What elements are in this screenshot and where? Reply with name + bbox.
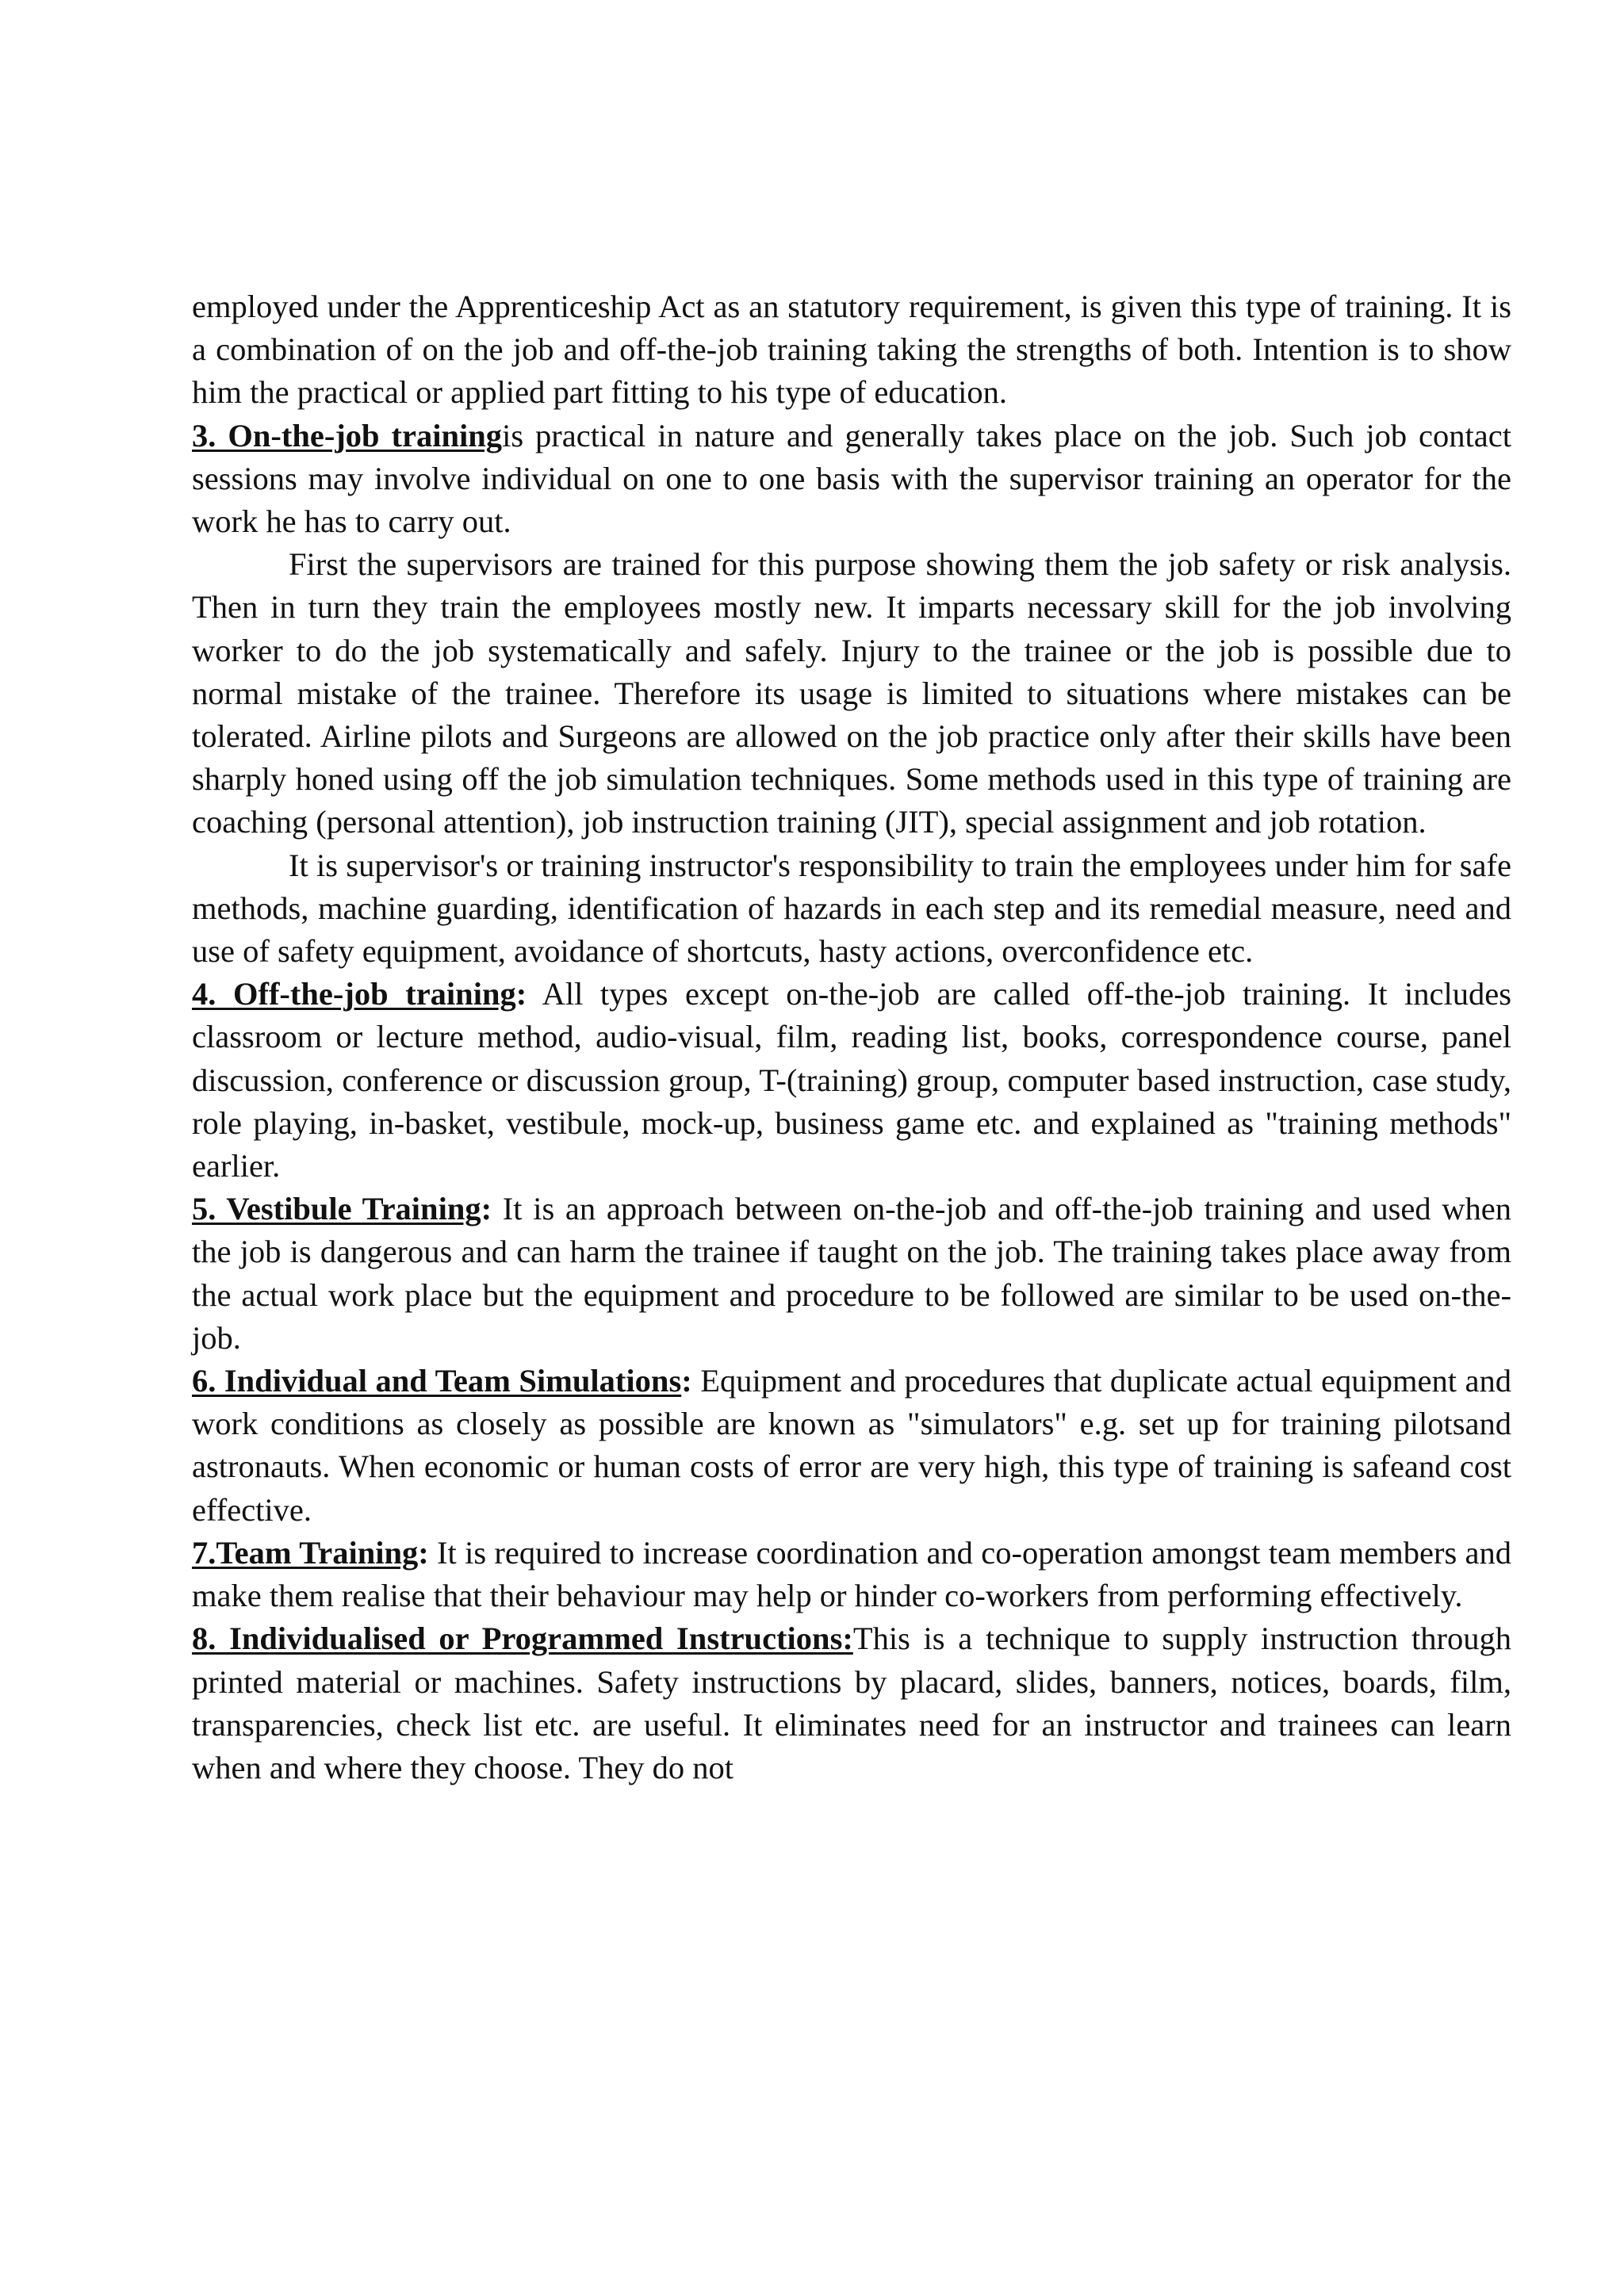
section-4-paragraph xyxy=(192,973,1511,1188)
document-page xyxy=(192,285,1511,1789)
intro-paragraph: employed under the Apprenticeship Act as an statutory requirement, is given this type of training. It is a combination of on the job and off-the-job training taking the strengths of both. Intention is to show him the practical or applied part fitting to his type of education. xyxy=(192,289,1511,411)
section-5-colon: : xyxy=(481,1191,492,1227)
section-3-heading: 3. On-the-job training xyxy=(192,417,503,453)
section-5-heading: 5. Vestibule Training xyxy=(192,1191,481,1227)
section-4-colon: : xyxy=(515,976,527,1012)
section-4-heading: 4. Off-the-job training xyxy=(192,976,516,1012)
section-7-heading: 7.Team Training xyxy=(192,1534,419,1571)
section-7-text: It is required to increase coordination and co-operation amongst team members and make them realise that their behaviour may help or hinder co-workers from performing effectively. xyxy=(192,1534,1511,1614)
section-8-heading: 8. Individualised or Programmed Instructions: xyxy=(192,1621,853,1657)
section-8-paragraph xyxy=(192,1617,1511,1789)
section-6-heading: 6. Individual and Team Simulations xyxy=(192,1363,682,1399)
section-3-text: is practical in nature and generally takes place on the job. Such job contact sessions may involve individual on one to one basis with the supervisor training an operator for the work he has to carry out. xyxy=(192,417,1511,540)
section-3-paragraph xyxy=(192,415,1511,544)
section-3-paragraph-3: It is supervisor's or training instructor's responsibility to train the employees under him for safe methods, machine guarding, identification of hazards in each step and its remedial measure, need and use of safety equipment, avoidance of shortcuts, hasty actions, overconfidence etc. xyxy=(192,847,1511,970)
section-5-paragraph xyxy=(192,1188,1511,1360)
section-3-paragraph-2: First the supervisors are trained for this purpose showing them the job safety or risk analysis. Then in turn they train the employees mostly new. It imparts necessary skill for the job involving worker to do the job systematically and safely. Injury to the trainee or the job is possible due to normal mistake of the trainee. Therefore its usage is limited to situations where mistakes can be tolerated. Airline pilots and Surgeons are allowed on the job practice only after their skills have been sharply honed using off the job simulation techniques. Some methods used in this type of training are coaching (personal attention), job instruction training (JIT), special assignment and job rotation. xyxy=(192,546,1511,840)
section-5-text: It is an approach between on-the-job and off-the-job training and used when the job is dangerous and can harm the trainee if taught on the job. The training takes place away from the actual work place but the equipment and procedure to be followed are similar to be used on-the-job. xyxy=(192,1191,1511,1356)
section-4-text: All types except on-the-job are called off-the-job training. It includes classroom or lecture method, audio-visual, film, reading list, books, correspondence course, panel discussion, conference or discussion group, T-(training) group, computer based instruction, case study, role playing, in-basket, vestibule, mock-up, business game etc. and explained as "training methods" earlier. xyxy=(192,976,1511,1184)
section-6-colon: : xyxy=(681,1363,692,1399)
section-7-paragraph xyxy=(192,1532,1511,1617)
section-6-text: Equipment and procedures that duplicate actual equipment and work conditions as closely as possible are known as "simulators" e.g. set up for training pilotsand astronauts. When economic or human costs of error are very high, this type of training is safeand cost effective. xyxy=(192,1363,1511,1528)
section-6-paragraph xyxy=(192,1360,1511,1532)
section-7-colon: : xyxy=(418,1534,429,1571)
section-8-text: This is a technique to supply instruction through printed material or machines. Safety instructions by placard, slides, banners, notices, boards, film, transparencies, check list etc. are useful. It eliminates need for an instructor and trainees can learn when and where they choose. They do not xyxy=(192,1621,1511,1785)
